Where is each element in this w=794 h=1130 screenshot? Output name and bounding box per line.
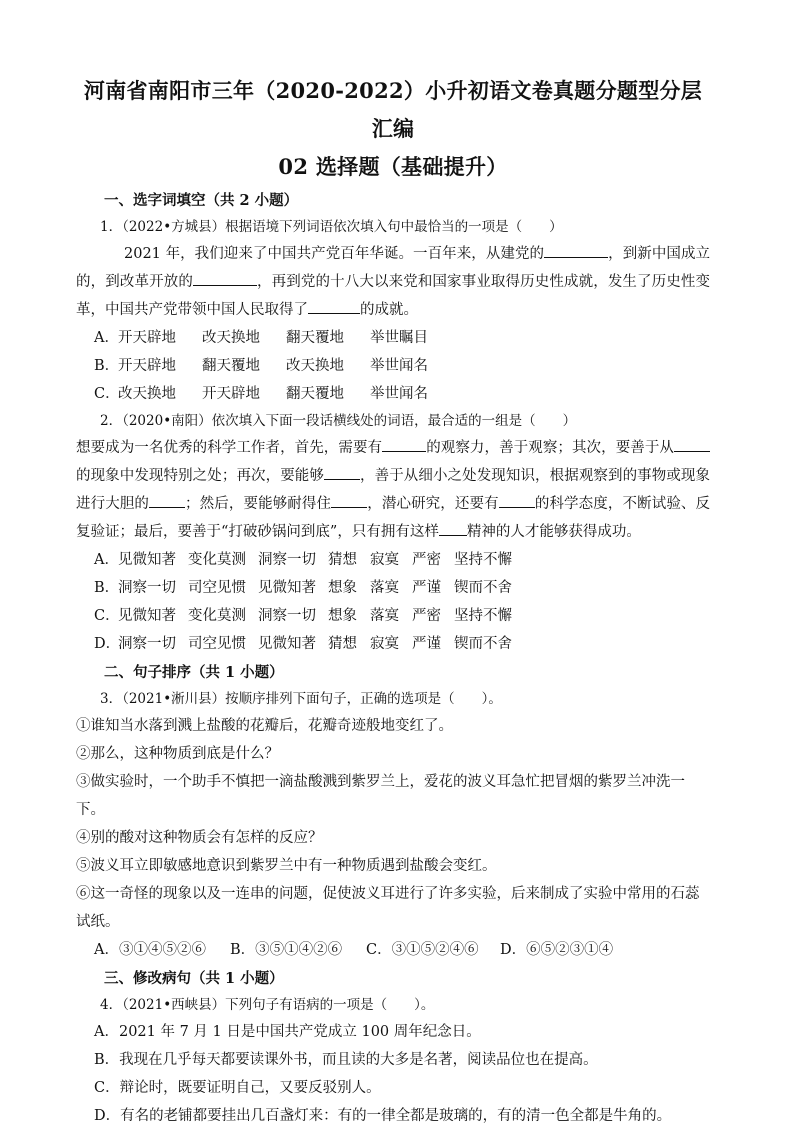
q1-text-c: ，到改革开放的 — [90, 274, 193, 290]
page-subtitle: 02 选择题（基础提升） — [278, 154, 508, 179]
q1-text-b: ，到新中国成立的 — [76, 246, 711, 290]
question-2-passage — [76, 434, 710, 546]
q2-text: 的现象中发现特别之处；再次，要能够 — [76, 468, 324, 484]
fill-blank — [439, 521, 467, 536]
option-d: D．⑥⑤②③①④ — [500, 942, 614, 958]
question-4-option-d: D．有名的老铺都要挂出几百盏灯来：有的一律全都是玻璃的，有的清一色全都是牛角的。 — [94, 1108, 672, 1124]
page-title: 河南省南阳市三年（2020-2022）小升初语文卷真题分题型分层汇编 — [83, 78, 703, 141]
fill-blank — [674, 437, 710, 452]
section-heading-2: 二、句子排序（共 1 小题） — [104, 664, 284, 681]
question-4-option-a: A．2021 年 7 月 1 日是中国共产党成立 100 周年纪念日。 — [94, 1024, 481, 1040]
q2-text: ；然后，要能够耐得住 — [185, 496, 332, 512]
question-2-option-d: D．洞察一切 司空见惯 见微知著 猜想 寂寞 严谨 锲而不舍 — [94, 636, 512, 652]
fill-blank — [331, 493, 367, 508]
question-4-stem: 4．（2021•西峡县）下列句子有语病的一项是（ ）。 — [100, 997, 435, 1013]
question-3-sentence: ④别的酸对这种物质会有怎样的反应？ — [76, 830, 323, 846]
question-2-option-a: A．见微知著 变化莫测 洞察一切 猜想 寂寞 严密 坚持不懈 — [94, 552, 512, 568]
q2-text: 想要成为一名优秀的科学工作者，首先，需要有 — [76, 440, 383, 456]
q1-text-d: ，再到党的十八大以来党和国家事业取得历史性成就，发生了历史性变革，中国共产党带领中国人民取得了 — [76, 274, 711, 318]
question-2-stem: 2．（2020•南阳）依次填入下面一段话横线处的词语，最合适的一组是（ ） — [100, 413, 577, 429]
q2-text: ，潜心研究，还要有 — [367, 496, 499, 512]
question-4-option-b: B．我现在几乎每天都要读课外书，而且读的大多是名著，阅读品位也在提高。 — [94, 1052, 598, 1068]
q2-text: 的科学态度，不断试验、反复验证；最后，要善于“打破砂锅问到底”，只有拥有这样 — [76, 496, 711, 540]
q2-text: 的观察力，善于观察；其次，要善于从 — [426, 440, 675, 456]
section-heading-1: 一、选字词填空（共 2 小题） — [104, 192, 299, 209]
question-1-passage — [76, 240, 710, 324]
option-a: A．③①④⑤②⑥ — [94, 942, 206, 958]
fill-blank — [382, 437, 426, 452]
fill-blank — [193, 271, 257, 286]
option-b: B．③⑤①④②⑥ — [230, 942, 343, 958]
fill-blank — [308, 299, 360, 314]
q1-text-e: 的成就。 — [360, 302, 418, 318]
question-3-sentence: ③做实验时，一个助手不慎把一滴盐酸溅到紫罗兰上，爱花的波义耳急忙把冒烟的紫罗兰冲洗一下。 — [76, 774, 685, 818]
question-3-sentence: ①谁知当水落到溅上盐酸的花瓣后，花瓣奇迹般地变红了。 — [76, 718, 453, 734]
question-2-option-b: B．洞察一切 司空见惯 见微知著 想象 落寞 严谨 锲而不舍 — [94, 580, 512, 596]
question-1-option-b: B．开天辟地 翻天覆地 改天换地 举世闻名 — [94, 358, 428, 374]
section-heading-3: 三、修改病句（共 1 小题） — [104, 970, 284, 987]
fill-blank — [499, 493, 535, 508]
q2-text: 精神的人才能够获得成功。 — [466, 524, 641, 540]
fill-blank — [149, 493, 185, 508]
question-1-stem: 1．（2022•方城县）根据语境下列词语依次填入句中最恰当的一项是（ ） — [100, 219, 563, 235]
fill-blank — [544, 243, 608, 258]
option-c: C．③①⑤②④⑥ — [366, 942, 479, 958]
question-3-options — [94, 936, 710, 964]
question-1-option-a: A．开天辟地 改天换地 翻天覆地 举世瞩目 — [94, 330, 428, 346]
question-2-option-c: C．见微知著 变化莫测 洞察一切 想象 落寞 严密 坚持不懈 — [94, 608, 512, 624]
q1-text-a: 2021 年，我们迎来了中国共产党百年华诞。一百年来，从建党的 — [124, 246, 545, 262]
q2-text: ，善于从细小之处发现知识，根据观察到的事物或现象进行大胆的 — [76, 468, 710, 512]
fill-blank — [324, 465, 360, 480]
question-3-sentence: ⑤波义耳立即敏感地意识到紫罗兰中有一种物质遇到盐酸会变红。 — [76, 858, 497, 874]
question-3-stem: 3．（2021•淅川县）按顺序排列下面句子，正确的选项是（ ）。 — [100, 691, 502, 707]
question-1-option-c: C．改天换地 开天辟地 翻天覆地 举世闻名 — [94, 386, 428, 402]
question-3-sentence: ②那么，这种物质到底是什么？ — [76, 746, 279, 762]
question-3-sentence: ⑥这一奇怪的现象以及一连串的问题，促使波义耳进行了许多实验，后来制成了实验中常用的石蕊试纸。 — [76, 886, 700, 930]
question-4-option-c: C．辩论时，既要证明自己，又要反驳别人。 — [94, 1080, 381, 1096]
